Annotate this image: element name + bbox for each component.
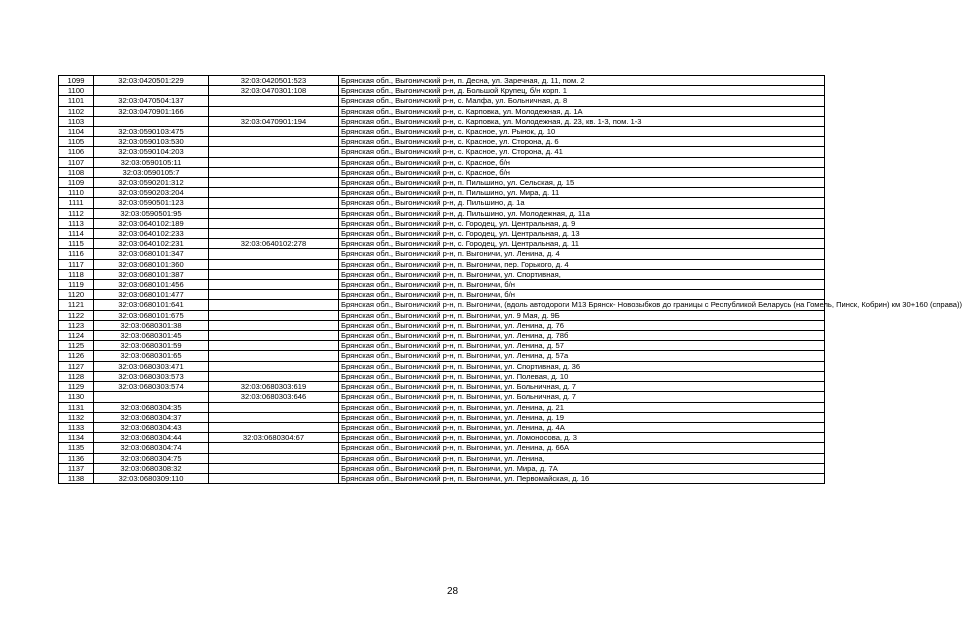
- address-cell: Брянская обл., Выгоничский р-н, д. Пильшино, ул. Молодежная, д. 11а: [339, 208, 825, 218]
- table-row: [59, 463, 825, 473]
- cadastral-number: [94, 116, 209, 126]
- cadastral-number: 32:03:0680301:45: [94, 331, 209, 341]
- cadastral-number-secondary: [209, 443, 339, 453]
- cadastral-number: 32:03:0590501:95: [94, 208, 209, 218]
- cadastral-number-secondary: 32:03:0680304:67: [209, 433, 339, 443]
- table-row: [59, 280, 825, 290]
- address-cell: Брянская обл., Выгоничский р-н, п. Выгоничи, ул. Ленина, д. 19: [339, 412, 825, 422]
- address-cell: Брянская обл., Выгоничский р-н, п. Выгоничи, ул. Ленина, д. 4А: [339, 422, 825, 432]
- row-number: 1108: [59, 167, 94, 177]
- address-cell: Брянская обл., Выгоничский р-н, п. Выгоничи, ул. Ленина, д. 78б: [339, 331, 825, 341]
- table-row: [59, 310, 825, 320]
- address-cell: Брянская обл., Выгоничский р-н, п. Выгоничи, ул. Больничная, д. 7: [339, 392, 825, 402]
- table-row: [59, 116, 825, 126]
- address-cell: Брянская обл., Выгоничский р-н, п. Выгоничи, ул. Ломоносова, д. 3: [339, 433, 825, 443]
- table-row: [59, 331, 825, 341]
- address-cell: Брянская обл., Выгоничский р-н, с. Красное, ул. Рынок, д. 10: [339, 127, 825, 137]
- row-number: 1102: [59, 106, 94, 116]
- cadastral-number: 32:03:0680303:573: [94, 371, 209, 381]
- row-number: 1112: [59, 208, 94, 218]
- cadastral-number: 32:03:0680304:37: [94, 412, 209, 422]
- cadastral-number: 32:03:0680101:456: [94, 280, 209, 290]
- cadastral-number: 32:03:0420501:229: [94, 76, 209, 86]
- cadastral-number: 32:03:0640102:189: [94, 218, 209, 228]
- row-number: 1124: [59, 331, 94, 341]
- cadastral-number-secondary: [209, 463, 339, 473]
- cadastral-number-secondary: [209, 473, 339, 483]
- address-cell: Брянская обл., Выгоничский р-н, п. Выгоничи, ул. Ленина,: [339, 453, 825, 463]
- row-number: 1134: [59, 433, 94, 443]
- cadastral-number: 32:03:0680303:574: [94, 382, 209, 392]
- address-cell: Брянская обл., Выгоничский р-н, п. Выгоничи, ул. Ленина, д. 76: [339, 320, 825, 330]
- address-cell: Брянская обл., Выгоничский р-н, с. Городец, ул. Центральная, д. 9: [339, 218, 825, 228]
- cadastral-number: 32:03:0680309:110: [94, 473, 209, 483]
- address-cell: Брянская обл., Выгоничский р-н, п. Выгоничи, ул. Полевая, д. 10: [339, 371, 825, 381]
- table-row: [59, 392, 825, 402]
- cadastral-number: 32:03:0680101:347: [94, 249, 209, 259]
- address-cell: Брянская обл., Выгоничский р-н, п. Пильшино, ул. Мира, д. 11: [339, 188, 825, 198]
- address-cell: Брянская обл., Выгоничский р-н, п. Выгоничи, б/н: [339, 290, 825, 300]
- address-cell: Брянская обл., Выгоничский р-н, п. Выгоничи, ул. 9 Мая, д. 9Б: [339, 310, 825, 320]
- row-number: 1118: [59, 269, 94, 279]
- cadastral-number: 32:03:0470504:137: [94, 96, 209, 106]
- cadastral-number: 32:03:0680301:38: [94, 320, 209, 330]
- cadastral-number: 32:03:0680101:675: [94, 310, 209, 320]
- cadastral-number: 32:03:0590103:475: [94, 127, 209, 137]
- cadastral-number-secondary: 32:03:0680303:646: [209, 392, 339, 402]
- cadastral-number-secondary: [209, 218, 339, 228]
- address-cell: Брянская обл., Выгоничский р-н, п. Выгоничи, ул. Ленина, д. 4: [339, 249, 825, 259]
- row-number: 1101: [59, 96, 94, 106]
- address-cell: Брянская обл., Выгоничский р-н, д. Пильшино, д. 1а: [339, 198, 825, 208]
- row-number: 1115: [59, 239, 94, 249]
- address-cell: Брянская обл., Выгоничский р-н, п. Выгоничи, ул. Больничная, д. 7: [339, 382, 825, 392]
- row-number: 1119: [59, 280, 94, 290]
- address-cell: Брянская обл., Выгоничский р-н, п. Выгоничи, ул. Ленина, д. 66А: [339, 443, 825, 453]
- table-row: [59, 249, 825, 259]
- table-row: [59, 382, 825, 392]
- table-row: [59, 443, 825, 453]
- cadastral-number-secondary: [209, 249, 339, 259]
- row-number: 1131: [59, 402, 94, 412]
- row-number: 1109: [59, 178, 94, 188]
- row-number: 1129: [59, 382, 94, 392]
- row-number: 1137: [59, 463, 94, 473]
- row-number: 1103: [59, 116, 94, 126]
- cadastral-number-secondary: [209, 412, 339, 422]
- table-row: [59, 290, 825, 300]
- table-row: [59, 188, 825, 198]
- cadastral-number: 32:03:0590104:203: [94, 147, 209, 157]
- cadastral-number: 32:03:0680308:32: [94, 463, 209, 473]
- address-cell: Брянская обл., Выгоничский р-н, п. Выгоничи, ул. Ленина, д. 21: [339, 402, 825, 412]
- address-cell: Брянская обл., Выгоничский р-н, с. Красное, ул. Сторона, д. 6: [339, 137, 825, 147]
- table-row: [59, 351, 825, 361]
- table-row: [59, 76, 825, 86]
- address-cell: Брянская обл., Выгоничский р-н, с. Красное, б/н: [339, 157, 825, 167]
- row-number: 1121: [59, 300, 94, 310]
- cadastral-number-secondary: [209, 351, 339, 361]
- registry-table: [58, 75, 962, 484]
- row-number: 1126: [59, 351, 94, 361]
- cadastral-number: 32:03:0680101:641: [94, 300, 209, 310]
- cadastral-number-secondary: [209, 137, 339, 147]
- address-cell: Брянская обл., Выгоничский р-н, с. Красное, ул. Сторона, д. 41: [339, 147, 825, 157]
- cadastral-number: 32:03:0470901:166: [94, 106, 209, 116]
- cadastral-number-secondary: [209, 310, 339, 320]
- table-row: [59, 361, 825, 371]
- address-cell: Брянская обл., Выгоничский р-н, п. Выгоничи, ул. Спортивная, д. 36: [339, 361, 825, 371]
- table-row: [59, 473, 825, 483]
- row-number: 1106: [59, 147, 94, 157]
- row-number: 1123: [59, 320, 94, 330]
- cadastral-number-secondary: 32:03:0470901:194: [209, 116, 339, 126]
- table-row: [59, 96, 825, 106]
- cadastral-number: 32:03:0680301:59: [94, 341, 209, 351]
- row-number: 1114: [59, 229, 94, 239]
- address-cell: Брянская обл., Выгоничский р-н, п. Выгоничи, ул. Ленина, д. 57а: [339, 351, 825, 361]
- address-cell: Брянская обл., Выгоничский р-н, п. Пильшино, ул. Сельская, д. 15: [339, 178, 825, 188]
- address-cell: Брянская обл., Выгоничский р-н, п. Выгоничи, ул. Мира, д. 7А: [339, 463, 825, 473]
- cadastral-number: 32:03:0680101:360: [94, 259, 209, 269]
- cadastral-number: 32:03:0590501:123: [94, 198, 209, 208]
- cadastral-number-secondary: [209, 290, 339, 300]
- cadastral-number-secondary: [209, 320, 339, 330]
- row-number: 1100: [59, 86, 94, 96]
- cadastral-number-secondary: [209, 331, 339, 341]
- cadastral-number: 32:03:0680304:35: [94, 402, 209, 412]
- cadastral-number-secondary: [209, 167, 339, 177]
- cadastral-number: 32:03:0680304:43: [94, 422, 209, 432]
- row-number: 1116: [59, 249, 94, 259]
- cadastral-number: 32:03:0680304:75: [94, 453, 209, 463]
- cadastral-number: [94, 392, 209, 402]
- cadastral-number: 32:03:0590103:530: [94, 137, 209, 147]
- table-row: [59, 106, 825, 116]
- cadastral-number-secondary: [209, 422, 339, 432]
- cadastral-number-secondary: 32:03:0470301:108: [209, 86, 339, 96]
- cadastral-number-secondary: [209, 157, 339, 167]
- cadastral-number: 32:03:0590105:11: [94, 157, 209, 167]
- row-number: 1127: [59, 361, 94, 371]
- address-cell: Брянская обл., Выгоничский р-н, с. Красное, б/н: [339, 167, 825, 177]
- cadastral-number-secondary: 32:03:0680303:619: [209, 382, 339, 392]
- table-row: [59, 259, 825, 269]
- cadastral-number-secondary: [209, 371, 339, 381]
- address-cell: Брянская обл., Выгоничский р-н, с. Городец, ул. Центральная, д. 11: [339, 239, 825, 249]
- row-number: 1135: [59, 443, 94, 453]
- row-number: 1105: [59, 137, 94, 147]
- table-row: [59, 229, 825, 239]
- cadastral-number-secondary: [209, 259, 339, 269]
- cadastral-number: 32:03:0680304:74: [94, 443, 209, 453]
- address-cell: Брянская обл., Выгоничский р-н, п. Выгоничи, ул. Первомайская, д. 16: [339, 473, 825, 483]
- cadastral-number-secondary: [209, 229, 339, 239]
- row-number: 1110: [59, 188, 94, 198]
- cadastral-number: 32:03:0590203:204: [94, 188, 209, 198]
- row-number: 1111: [59, 198, 94, 208]
- cadastral-number-secondary: [209, 188, 339, 198]
- cadastral-number: 32:03:0590201:312: [94, 178, 209, 188]
- row-number: 1117: [59, 259, 94, 269]
- row-number: 1122: [59, 310, 94, 320]
- cadastral-number-secondary: [209, 106, 339, 116]
- table-row: [59, 208, 825, 218]
- cadastral-number: 32:03:0680304:44: [94, 433, 209, 443]
- cadastral-number-secondary: [209, 198, 339, 208]
- cadastral-number-secondary: [209, 280, 339, 290]
- address-cell: Брянская обл., Выгоничский р-н, п. Выгоничи, б/н: [339, 280, 825, 290]
- address-cell: Брянская обл., Выгоничский р-н, п. Выгоничи, пер. Горького, д. 4: [339, 259, 825, 269]
- table-row: [59, 422, 825, 432]
- cadastral-number-secondary: [209, 341, 339, 351]
- row-number: 1104: [59, 127, 94, 137]
- table-row: [59, 371, 825, 381]
- table-row: [59, 157, 825, 167]
- cadastral-number-secondary: [209, 127, 339, 137]
- cadastral-number-secondary: [209, 147, 339, 157]
- table-row: [59, 341, 825, 351]
- cadastral-number-secondary: [209, 361, 339, 371]
- table-row: [59, 269, 825, 279]
- cadastral-number: 32:03:0680101:477: [94, 290, 209, 300]
- row-number: 1120: [59, 290, 94, 300]
- registry-table-body: [59, 76, 962, 484]
- cadastral-number-secondary: [209, 453, 339, 463]
- table-row: [59, 412, 825, 422]
- address-cell: Брянская обл., Выгоничский р-н, с. Городец, ул. Центральная, д. 13: [339, 229, 825, 239]
- row-number: 1133: [59, 422, 94, 432]
- row-number: 1113: [59, 218, 94, 228]
- table-row: [59, 167, 825, 177]
- address-cell: Брянская обл., Выгоничский р-н, д. Большой Крупец, б/н корп. 1: [339, 86, 825, 96]
- cadastral-number-secondary: [209, 96, 339, 106]
- address-cell: Брянская обл., Выгоничский р-н, п. Десна, ул. Заречная, д. 11, пом. 2: [339, 76, 825, 86]
- cadastral-number: 32:03:0590105:7: [94, 167, 209, 177]
- cadastral-number: 32:03:0680101:387: [94, 269, 209, 279]
- table-row: [59, 127, 825, 137]
- cadastral-number: 32:03:0680303:471: [94, 361, 209, 371]
- table-row: [59, 433, 825, 443]
- row-number: 1128: [59, 371, 94, 381]
- cadastral-number: 32:03:0680301:65: [94, 351, 209, 361]
- table-row: [59, 239, 825, 249]
- row-number: 1138: [59, 473, 94, 483]
- table-row: [59, 137, 825, 147]
- cadastral-number-secondary: [209, 402, 339, 412]
- row-number: 1130: [59, 392, 94, 402]
- cadastral-number-secondary: [209, 269, 339, 279]
- cadastral-number-secondary: [209, 300, 339, 310]
- table-row: [59, 178, 825, 188]
- address-cell: Брянская обл., Выгоничский р-н, с. Карповка, ул. Молодежная, д. 23, кв. 1-3, пом. 1-3: [339, 116, 825, 126]
- cadastral-number-secondary: 32:03:0640102:278: [209, 239, 339, 249]
- table-row: [59, 198, 825, 208]
- table-row: [59, 218, 825, 228]
- table-row: [59, 300, 825, 310]
- address-cell: Брянская обл., Выгоничский р-н, с. Малфа, ул. Больничная, д. 8: [339, 96, 825, 106]
- cadastral-number: 32:03:0640102:233: [94, 229, 209, 239]
- table-row: [59, 147, 825, 157]
- table-row: [59, 453, 825, 463]
- row-number: 1136: [59, 453, 94, 463]
- page-number: 28: [446, 586, 459, 597]
- cadastral-number: [94, 86, 209, 96]
- row-number: 1099: [59, 76, 94, 86]
- cadastral-number-secondary: [209, 178, 339, 188]
- row-number: 1107: [59, 157, 94, 167]
- table-row: [59, 86, 825, 96]
- address-cell: Брянская обл., Выгоничский р-н, п. Выгоничи, (вдоль автодороги М13 Брянск- Новозыбков до границы с Республикой Беларусь (на Гомель, Пинск, Кобрин) км 30+160 (справа)): [339, 300, 825, 310]
- cadastral-number-secondary: [209, 208, 339, 218]
- table-row: [59, 320, 825, 330]
- cadastral-number-secondary: 32:03:0420501:523: [209, 76, 339, 86]
- address-cell: Брянская обл., Выгоничский р-н, п. Выгоничи, ул. Спортивная,: [339, 269, 825, 279]
- row-number: 1125: [59, 341, 94, 351]
- row-number: 1132: [59, 412, 94, 422]
- address-cell: Брянская обл., Выгоничский р-н, п. Выгоничи, ул. Ленина, д. 57: [339, 341, 825, 351]
- cadastral-number: 32:03:0640102:231: [94, 239, 209, 249]
- address-cell: Брянская обл., Выгоничский р-н, с. Карповка, ул. Молодежная, д. 1А: [339, 106, 825, 116]
- table-row: [59, 402, 825, 412]
